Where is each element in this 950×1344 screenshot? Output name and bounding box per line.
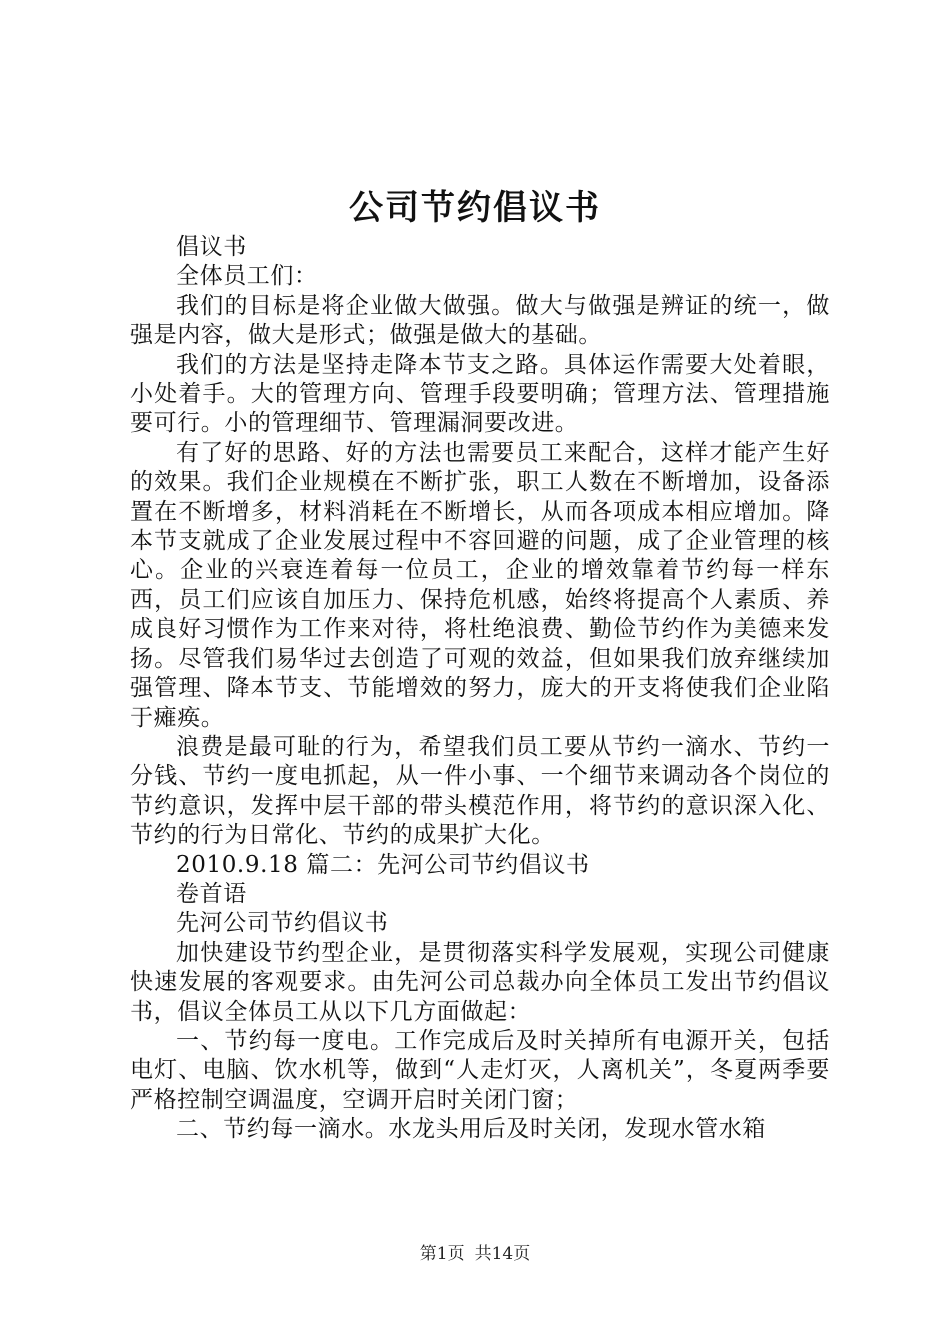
paragraph: 加快建设节约型企业，是贯彻落实科学发展观，实现公司健康快速发展的客观要求。由先河公司总裁办向全体员工发出节约倡议书，倡议全体员工从以下几方面做起： <box>130 939 830 1025</box>
page-total: 共14页 <box>474 1244 531 1264</box>
paragraph: 先河公司节约倡议书 <box>176 910 389 937</box>
paragraph: 我们的方法是坚持走降本节支之路。具体运作需要大处着眼，小处着手。大的管理方向、管理手段要明确；管理方法、管理措施要可行。小的管理细节、管理漏洞要改进。 <box>130 351 830 437</box>
page-number: 第1页 <box>419 1244 465 1264</box>
paragraph: 一、节约每一度电。工作完成后及时关掉所有电源开关，包括电灯、电脑、饮水机等，做到“人走灯灭，人离机关”，冬夏两季要严格控制空调温度，空调开启时关闭门窗； <box>130 1027 830 1113</box>
paragraph: 我们的目标是将企业做大做强。做大与做强是辨证的统一，做强是内容，做大是形式；做强是做大的基础。 <box>130 292 830 349</box>
paragraph: 全体员工们： <box>176 263 318 290</box>
document-body <box>130 233 830 1145</box>
paragraph: 倡议书 <box>176 234 247 260</box>
paragraph: 有了好的思路、好的方法也需要员工来配合，这样才能产生好的效果。我们企业规模在不断扩张，职工人数在不断增加，设备添置在不断增多，材料消耗在不断增长，从而各项成本相应增加。降本节支就成了企业发展过程中不容回避的问题，成了企业管理的核心。企业的兴衰连着每一位员工，企业的增效靠着节约每一样东西，员工们应该自加压力、保持危机感，始终将提高个人素质、养成良好习惯作为工作来对待，将杜绝浪费、勤俭节约作为美德来发扬。尽管我们易华过去创造了可观的效益，但如果我们放弃继续加强管理、降本节支、节能增效的努力，庞大的开支将使我们企业陷于瘫痪。 <box>130 439 830 731</box>
paragraph: 2010.9.18 篇二：先河公司节约倡议书 <box>176 851 590 878</box>
paragraph: 二、节约每一滴水。水龙头用后及时关闭，发现水管水箱 <box>176 1116 766 1143</box>
document-title: 公司节约倡议书 <box>349 188 601 228</box>
page-footer <box>0 1243 950 1265</box>
paragraph: 浪费是最可耻的行为，希望我们员工要从节约一滴水、节约一分钱、节约一度电抓起，从一件小事、一个细节来调动各个岗位的节约意识，发挥中层干部的带头模范作用，将节约的意识深入化、节约的行为日常化、节约的成果扩大化。 <box>130 733 830 849</box>
paragraph: 卷首语 <box>176 880 247 907</box>
